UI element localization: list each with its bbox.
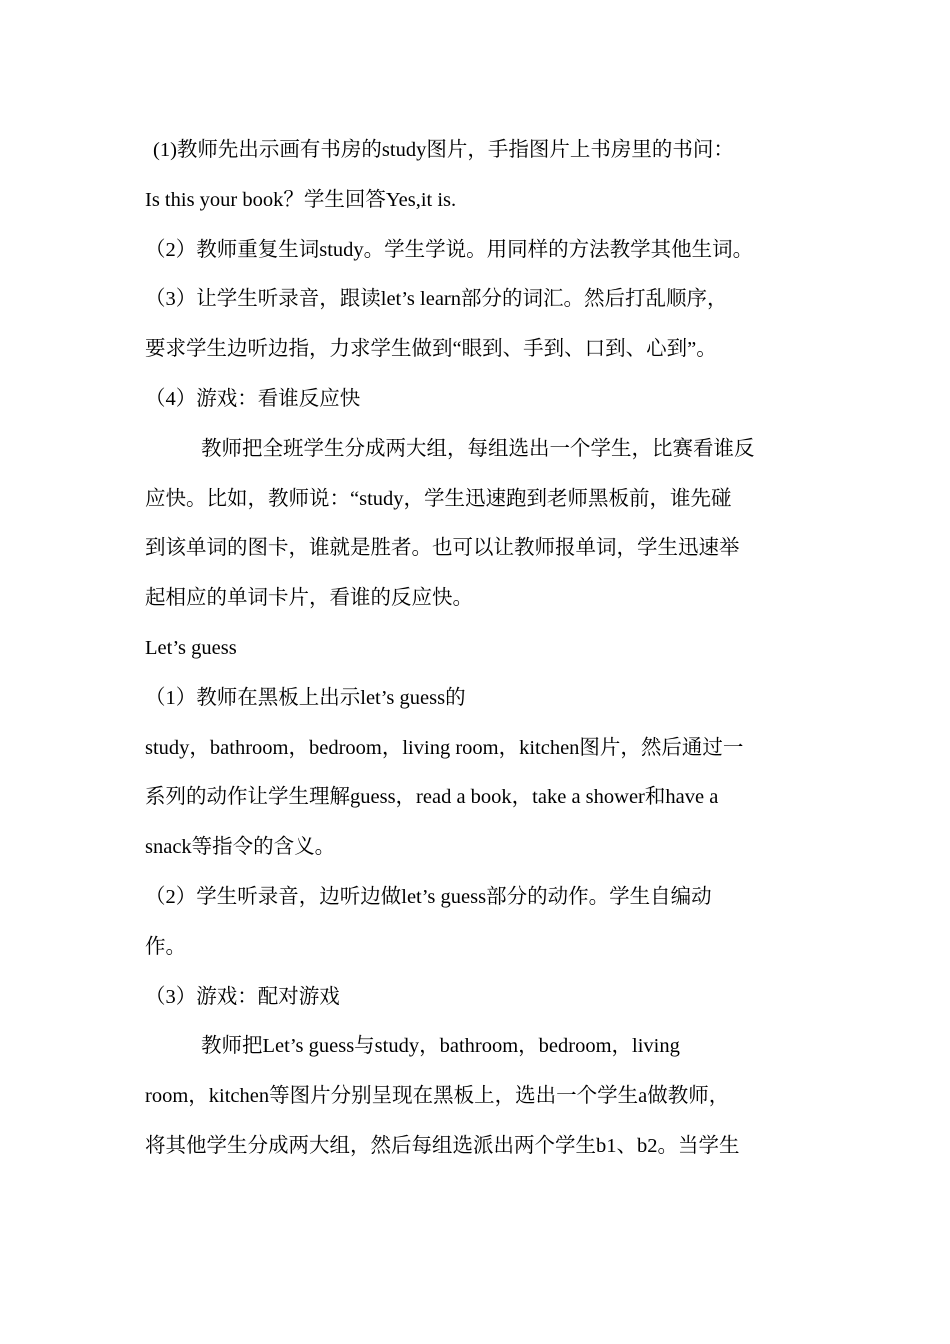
text-line-13: study，bathroom，bedroom，living room，kitchen图片，然后通过一 [145, 736, 744, 759]
text-line-10: 起相应的单词卡片，看谁的反应快。 [145, 587, 473, 610]
text-line-21: 将其他学生分成两大组，然后每组选派出两个学生b1、b2。当学生 [145, 1134, 740, 1157]
text-line-9: 到该单词的图卡，谁就是胜者。也可以让教师报单词，学生迅速举 [145, 537, 740, 560]
text-line-16: （2）学生听录音，边听边做let’s guess部分的动作。学生自编动 [145, 885, 712, 908]
text-line-6: （4）游戏：看谁反应快 [145, 387, 361, 410]
text-line-19: 教师把Let’s guess与study，bathroom，bedroom，living [201, 1035, 680, 1058]
text-line-14: 系列的动作让学生理解guess，read a book，take a shower和have a [145, 786, 719, 809]
text-line-15: snack等指令的含义。 [145, 836, 336, 859]
text-line-3: （2）教师重复生词study。学生学说。用同样的方法教学其他生词。 [145, 238, 754, 261]
document-body [145, 126, 810, 1172]
section-heading-lets-guess: Let’s guess [145, 636, 237, 659]
text-line-7: 教师把全班学生分成两大组，每组选出一个学生，比赛看谁反 [201, 437, 755, 460]
text-line-18: （3）游戏：配对游戏 [145, 985, 340, 1008]
text-line-5: 要求学生边听边指，力求学生做到“眼到、手到、口到、心到”。 [145, 338, 717, 361]
text-line-17: 作。 [145, 935, 186, 958]
text-line-1: (1)教师先出示画有书房的study图片，手指图片上书房里的书问： [153, 139, 734, 161]
text-line-4: （3）让学生听录音，跟读let’s learn部分的词汇。然后打乱顺序， [145, 288, 728, 311]
text-line-12: （1）教师在黑板上出示let’s guess的 [145, 686, 466, 709]
text-line-2: Is this your book？学生回答Yes,it is. [145, 188, 457, 211]
text-line-20: room，kitchen等图片分别呈现在黑板上，选出一个学生a做教师， [145, 1085, 730, 1108]
text-line-8: 应快。比如，教师说：“study，学生迅速跑到老师黑板前，谁先碰 [145, 487, 732, 510]
